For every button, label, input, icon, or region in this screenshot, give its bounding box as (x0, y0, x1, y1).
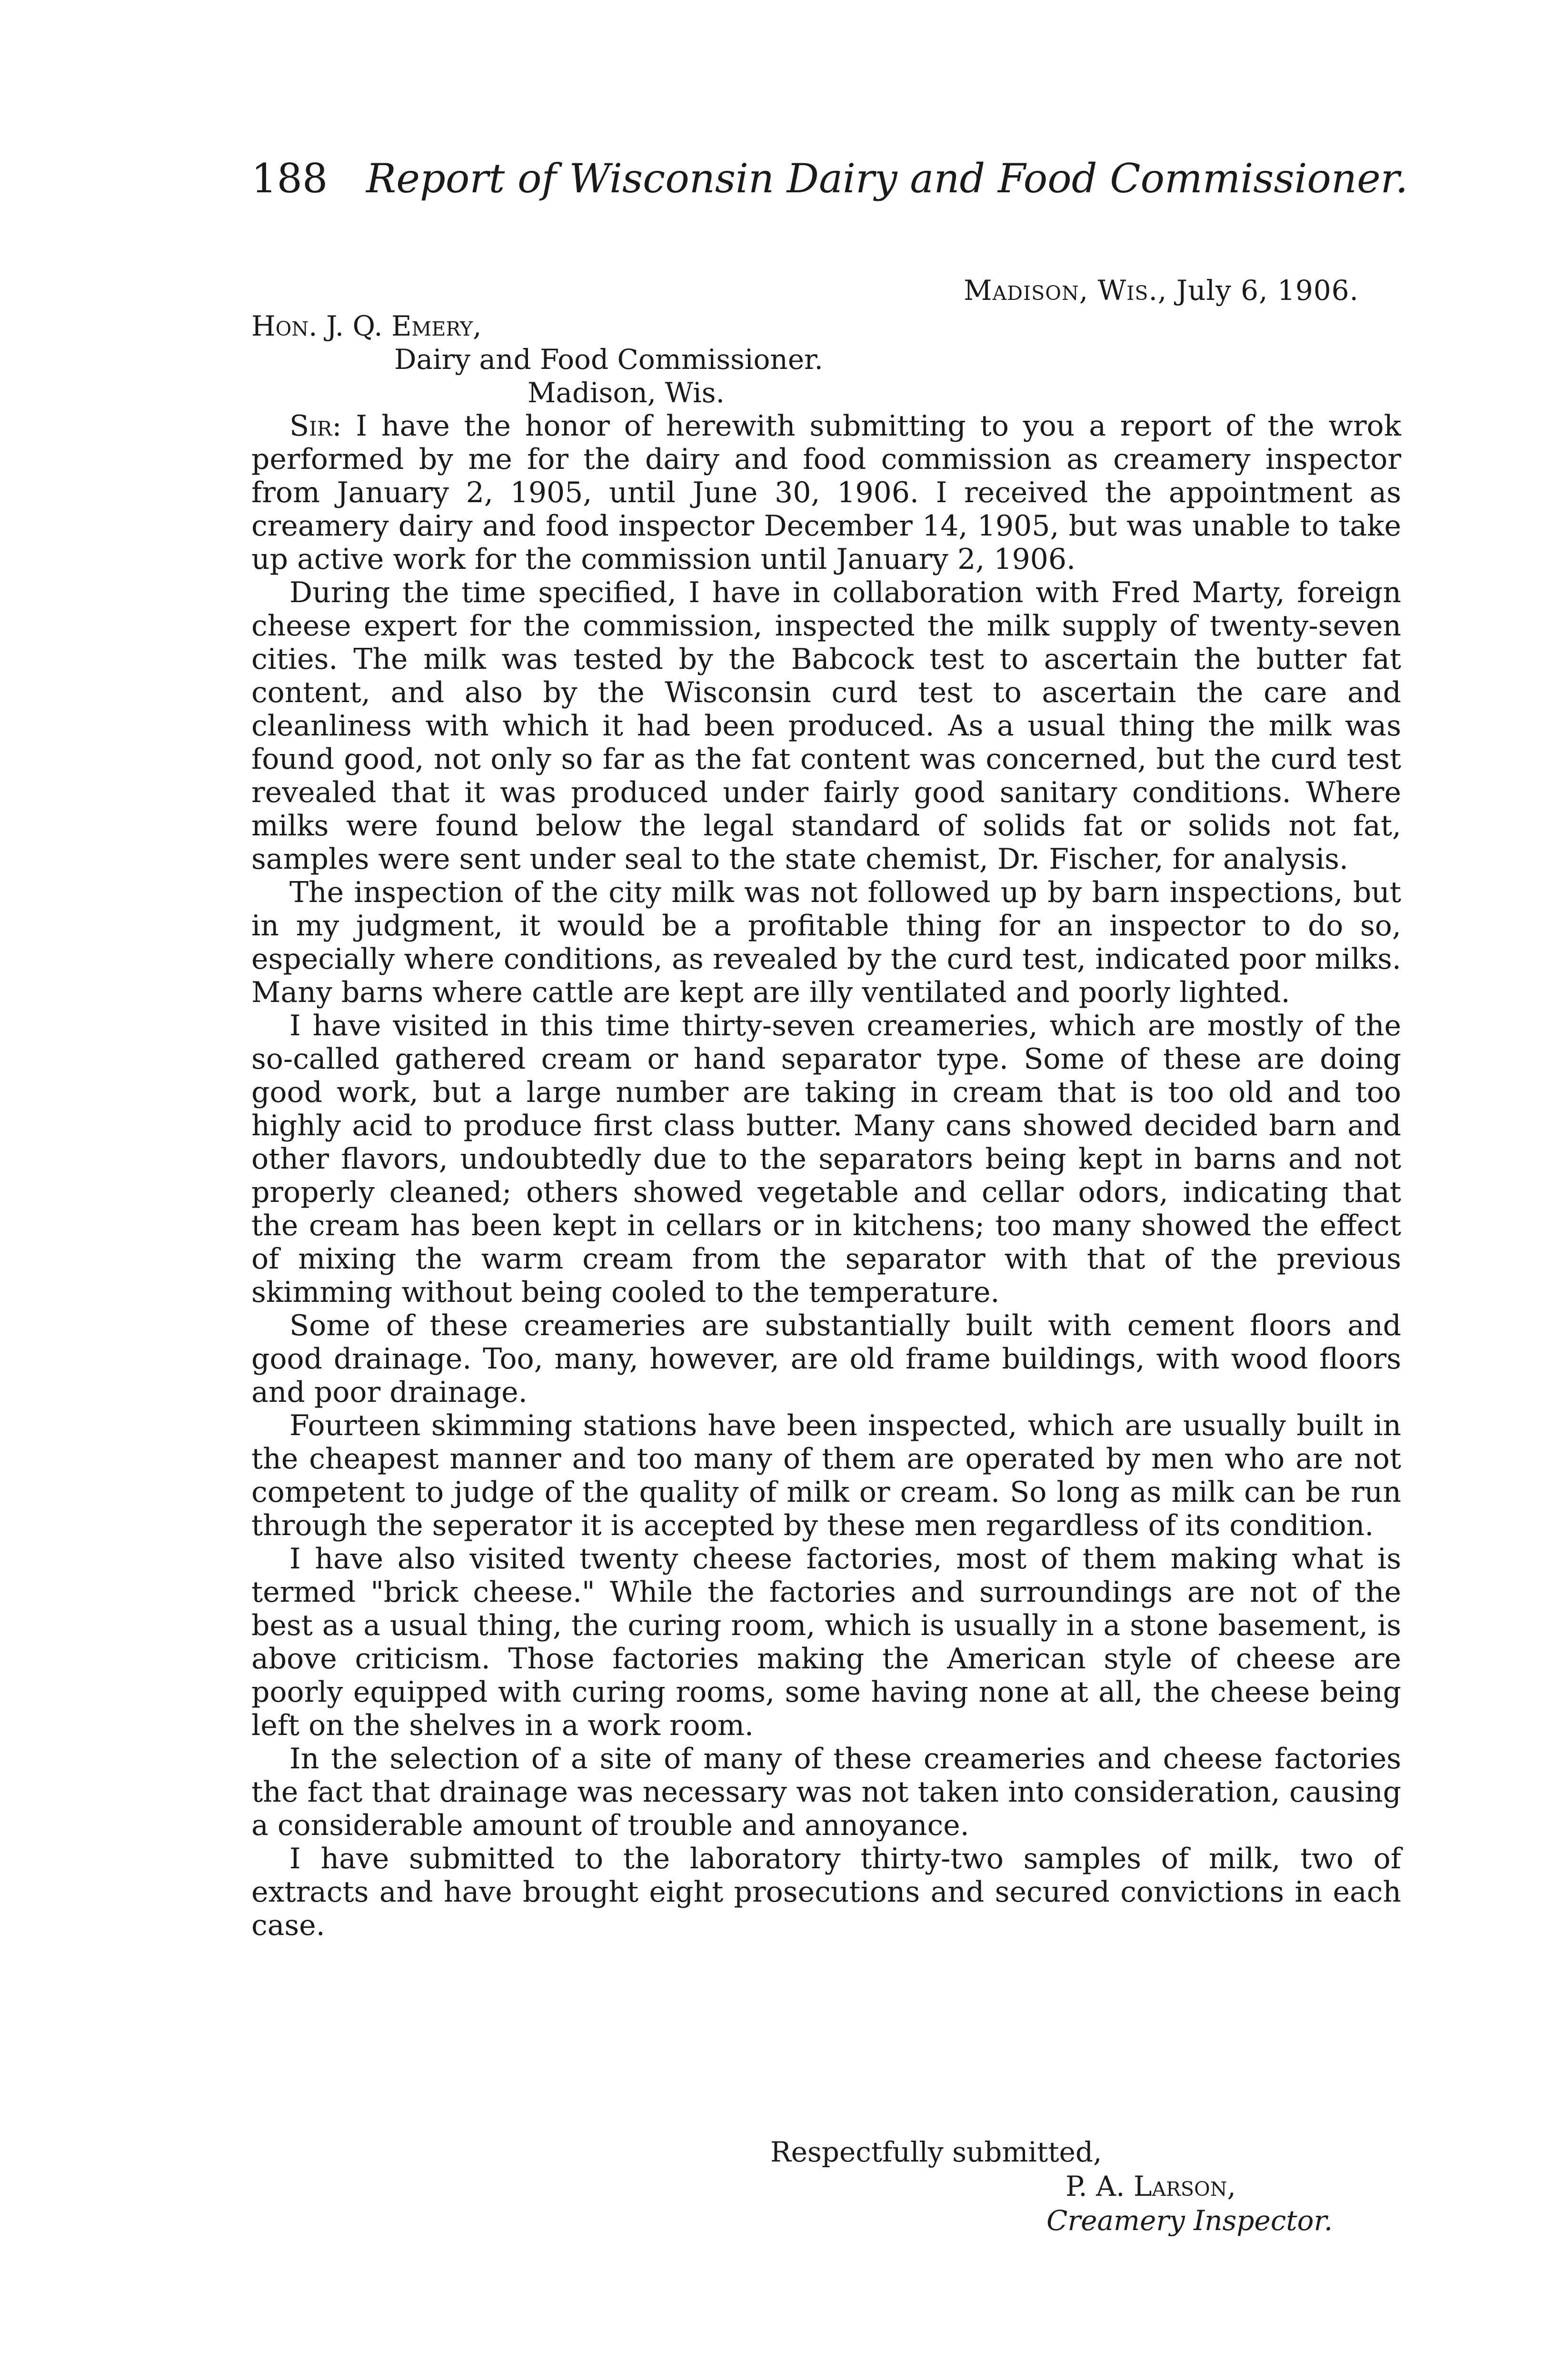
paragraph-1 (251, 409, 1401, 576)
complimentary-close: Respectfully submitted, (770, 2136, 1102, 2168)
paragraph-6: Fourteen skimming stations have been inspected, which are usually built in the cheapest manner and too many of them are operated by men who are not competent to judge of the quality of milk or cream. So long as milk can be run through the seperator it is accepted by these men regardless of its condition. (251, 1409, 1401, 1542)
address-office: Dairy and Food Commissioner. (394, 343, 823, 376)
paragraph-5: Some of these creameries are substantially built with cement floors and good drainage. Too, many, however, are old frame buildings, with wood floors and poor drainage. (251, 1309, 1401, 1409)
address-recipient: Hon. J. Q. Emery, (251, 310, 482, 342)
salutation: Sir: (289, 409, 342, 443)
signature-name: P. A. Larson, (1066, 2170, 1236, 2202)
dateline-date: July 6, 1906. (1176, 274, 1359, 307)
inside-address (251, 309, 1394, 409)
dateline (964, 271, 1359, 309)
page-number: 188 (251, 155, 328, 202)
paragraph-text: I have the honor of herewith submitting to you a report of the wrok performed by me for the dairy and food commission as creamery inspector from January 2, 1905, until June 30, 1906. I received the appointment as creamery dairy and food inspector December 14, 1905, but was unable to take up active work for the commission until January 2, 1906. (251, 409, 1401, 576)
paragraph-7: I have also visited twenty cheese factories, most of them making what is termed "brick cheese." While the factories and surroundings are not of the best as a usual thing, the curing room, which is usually in a stone basement, is above criticism. Those factories making the American style of cheese are poorly equipped with curing rooms, some having none at all, the cheese being left on the shelves in a work room. (251, 1542, 1401, 1742)
dateline-place: Madison, Wis., (964, 274, 1167, 307)
running-head (251, 152, 1408, 205)
paragraph-9: I have submitted to the laboratory thirty-two samples of milk, two of extracts and have brought eight prosecutions and secured convictions in each case. (251, 1842, 1401, 1942)
address-city: Madison, Wis. (528, 377, 725, 409)
signature-title: Creamery Inspector. (1046, 2204, 1333, 2237)
paragraph-3: The inspection of the city milk was not followed up by barn inspections, but in my judgment, it would be a profitable thing for an inspector to do so, especially where conditions, as revealed by the curd test, indicated poor milks. Many barns where cattle are kept are illy ventilated and poorly lighted. (251, 876, 1401, 1009)
paragraph-4: I have visited in this time thirty-seven creameries, which are mostly of the so-called gathered cream or hand separator type. Some of these are doing good work, but a large number are taking in cream that is too old and too highly acid to produce first class butter. Many cans showed decided barn and other flavors, undoubtedly due to the separators being kept in barns and not properly cleaned; others showed vegetable and cellar odors, indicating that the cream has been kept in cellars or in kitchens; too many showed the effect of mixing the warm cream from the separator with that of the previous skimming without being cooled to the temperature. (251, 1009, 1401, 1309)
running-head-title: Report of Wisconsin Dairy and Food Commissioner. (366, 155, 1408, 202)
letter-body (251, 409, 1401, 1942)
paragraph-2: During the time specified, I have in collaboration with Fred Marty, foreign cheese expert for the commission, inspected the milk supply of twenty-seven cities. The milk was tested by the Babcock test to ascertain the butter fat content, and also by the Wisconsin curd test to ascertain the care and cleanliness with which it had been produced. As a usual thing the milk was found good, not only so far as the fat content was concerned, but the curd test revealed that it was produced under fairly good sanitary conditions. Where milks were found below the legal standard of solids fat or solids not fat, samples were sent under seal to the state chemist, Dr. Fischer, for analysis. (251, 576, 1401, 876)
paragraph-8: In the selection of a site of many of these creameries and cheese factories the fact that drainage was necessary was not taken into consideration, causing a considerable amount of trouble and annoyance. (251, 1742, 1401, 1842)
